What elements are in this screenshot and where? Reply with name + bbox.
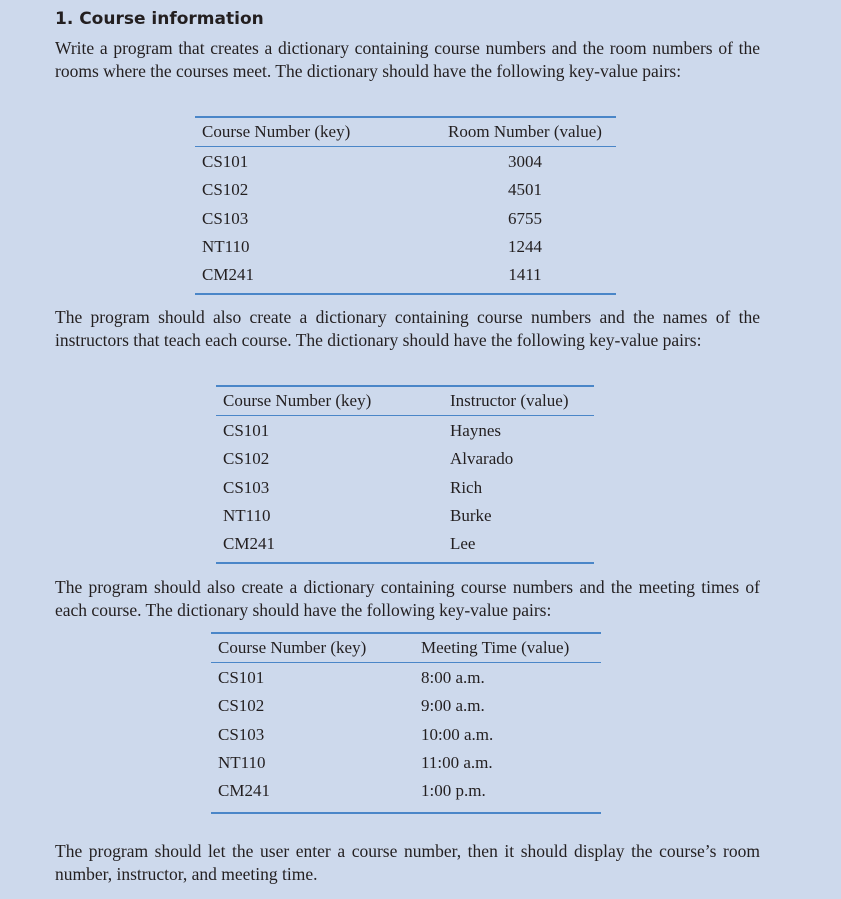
header-instructor: Instructor (value)	[450, 391, 569, 410]
cell-course: CS101	[223, 421, 270, 441]
cell-meeting-time: 10:00 a.m.	[421, 724, 494, 744]
table-row	[195, 176, 616, 204]
cell-room: 3004	[508, 152, 542, 172]
cell-meeting-time: 1:00 p.m.	[421, 781, 486, 801]
table-row	[216, 474, 594, 502]
cell-room: 1244	[508, 237, 542, 257]
cell-course: CS103	[218, 724, 265, 744]
table-row	[216, 445, 594, 473]
table-row	[211, 664, 601, 692]
header-course-number: Course Number (key)	[218, 638, 367, 657]
header-room-number: Room Number (value)	[448, 122, 602, 141]
cell-meeting-time: 8:00 a.m.	[421, 668, 485, 688]
paragraph-rooms-intro: Write a program that creates a dictionary containing course numbers and the room numbers of the rooms where the courses meet. The dictionary should have the following key-value pairs:	[55, 38, 760, 81]
table-row	[195, 205, 616, 233]
cell-instructor: Rich	[450, 477, 483, 497]
cell-course: NT110	[223, 506, 271, 526]
cell-instructor: Alvarado	[450, 449, 514, 469]
meeting-times-table	[211, 632, 601, 814]
table-row	[216, 502, 594, 530]
table-row	[211, 749, 601, 777]
table-row	[195, 261, 616, 289]
paragraph-instructors-intro: The program should also create a dictionary containing course numbers and the names of the instructors that teach each course. The dictionary should have the following key-value pairs:	[55, 307, 760, 350]
table-row	[216, 530, 594, 558]
cell-instructor: Haynes	[450, 421, 501, 441]
cell-course: CS101	[218, 668, 265, 688]
table-header	[211, 634, 601, 663]
cell-course: NT110	[202, 237, 250, 257]
cell-course: CM241	[223, 534, 275, 554]
cell-meeting-time: 9:00 a.m.	[421, 696, 485, 716]
cell-course: CS102	[202, 180, 249, 200]
header-course-number: Course Number (key)	[223, 391, 372, 410]
cell-course: CS103	[223, 477, 270, 497]
table-row	[211, 777, 601, 805]
table-row	[195, 233, 616, 261]
cell-course: CS103	[202, 208, 249, 228]
rooms-table	[195, 116, 616, 295]
cell-room: 4501	[508, 180, 542, 200]
cell-course: NT110	[218, 753, 266, 773]
cell-room: 1411	[508, 265, 542, 285]
paragraph-times-intro: The program should also create a dictionary containing course numbers and the meeting times of each course. The dictionary should have the following key-value pairs:	[55, 577, 760, 620]
cell-course: CS102	[223, 449, 270, 469]
table-row	[195, 148, 616, 176]
cell-room: 6755	[508, 208, 542, 228]
cell-course: CM241	[202, 265, 254, 285]
header-meeting-time: Meeting Time (value)	[421, 638, 570, 657]
table-header	[195, 118, 616, 147]
paragraph-program-behavior: The program should let the user enter a course number, then it should display the course’s room number, instructor, and meeting time.	[55, 841, 760, 884]
cell-instructor: Burke	[450, 506, 492, 526]
table-row	[211, 721, 601, 749]
table-header	[216, 387, 594, 416]
instructors-table	[216, 385, 594, 564]
cell-meeting-time: 11:00 a.m.	[421, 753, 493, 773]
section-heading: 1. Course information	[55, 9, 264, 29]
cell-course: CM241	[218, 781, 270, 801]
cell-instructor: Lee	[450, 534, 476, 554]
table-row	[216, 417, 594, 445]
header-course-number: Course Number (key)	[202, 122, 351, 141]
cell-course: CS102	[218, 696, 265, 716]
cell-course: CS101	[202, 152, 249, 172]
table-row	[211, 692, 601, 720]
